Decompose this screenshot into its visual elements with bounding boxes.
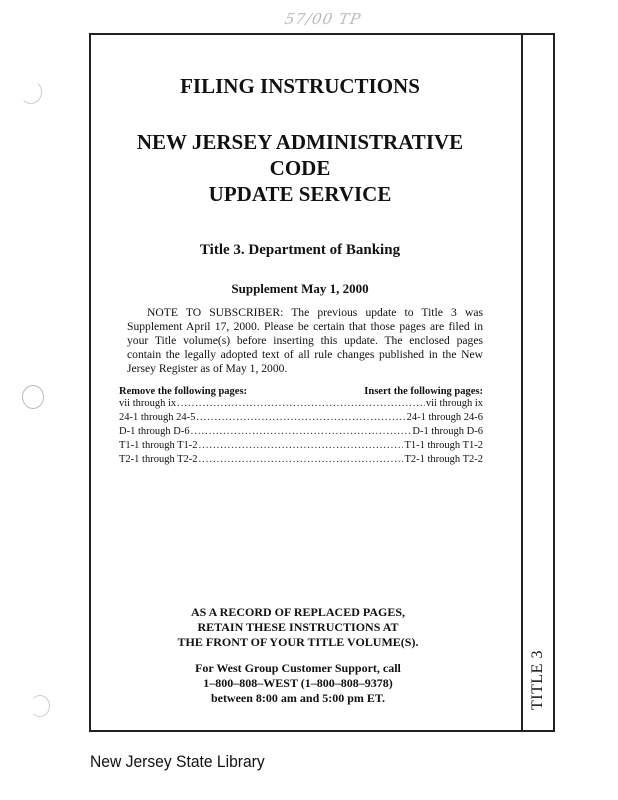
support-line-1: For West Group Customer Support, call <box>195 661 401 675</box>
retention-notice <box>140 605 456 706</box>
insert-pages: 24-1 through 24-6 <box>406 412 483 423</box>
library-stamp: New Jersey State Library <box>90 752 265 771</box>
code-title-line-2: UPDATE SERVICE <box>208 182 392 206</box>
remove-pages: T2-1 through T2-2 <box>119 454 198 465</box>
handwritten-note: 57/00 TP <box>283 10 363 28</box>
leader-dots <box>177 397 425 411</box>
code-title <box>117 129 483 207</box>
code-title-line-1: NEW JERSEY ADMINISTRATIVE CODE <box>136 130 464 180</box>
leader-dots <box>196 411 405 425</box>
leader-dots <box>199 453 404 467</box>
remove-pages: D-1 through D-6 <box>119 426 190 437</box>
table-row <box>119 439 483 453</box>
tab-label: TITLE 3 <box>529 650 547 710</box>
title-heading: Title 3. Department of Banking <box>199 242 401 258</box>
page-replacement-table <box>119 386 483 467</box>
insert-header: Insert the following pages: <box>364 386 483 397</box>
support-info <box>140 661 456 706</box>
retain-line-2: RETAIN THESE INSTRUCTIONS AT <box>197 620 399 634</box>
supplement-date: Supplement May 1, 2000 <box>231 281 369 296</box>
remove-pages: 24-1 through 24-5 <box>119 412 196 423</box>
insert-pages: T2-1 through T2-2 <box>404 454 483 465</box>
tab-divider <box>521 33 523 732</box>
subscriber-note: NOTE TO SUBSCRIBER: The previous update to Title 3 was Supplement April 17, 2000. Please be certain that those pages are filed in your Title volume(s) before inserting this update. The enclosed pages contain the legally adopted text of all rule changes published in the New Jersey Register as of May 1, 2000. <box>127 306 483 375</box>
binder-hole-middle <box>22 385 44 409</box>
remove-pages: vii through ix <box>119 398 177 409</box>
remove-header: Remove the following pages: <box>119 386 248 397</box>
binder-hole-top <box>20 80 42 104</box>
table-header <box>119 386 483 397</box>
insert-pages: vii through ix <box>425 398 483 409</box>
insert-pages: T1-1 through T1-2 <box>404 440 483 451</box>
table-row <box>119 425 483 439</box>
binder-hole-bottom <box>30 695 50 717</box>
leader-dots <box>191 425 412 439</box>
table-row <box>119 453 483 467</box>
page-title: FILING INSTRUCTIONS <box>180 74 420 98</box>
support-phone: 1–800–808–WEST (1–800–808–9378) <box>203 676 393 690</box>
retain-line-3: THE FRONT OF YOUR TITLE VOLUME(S). <box>177 635 419 649</box>
title-tab <box>521 650 555 710</box>
retain-line-1: AS A RECORD OF REPLACED PAGES, <box>190 605 406 619</box>
table-row <box>119 397 483 411</box>
insert-pages: D-1 through D-6 <box>412 426 483 437</box>
instructions-body <box>117 60 483 467</box>
support-hours: between 8:00 am and 5:00 pm ET. <box>210 691 386 705</box>
table-row <box>119 411 483 425</box>
leader-dots <box>199 439 404 453</box>
remove-pages: T1-1 through T1-2 <box>119 440 198 451</box>
